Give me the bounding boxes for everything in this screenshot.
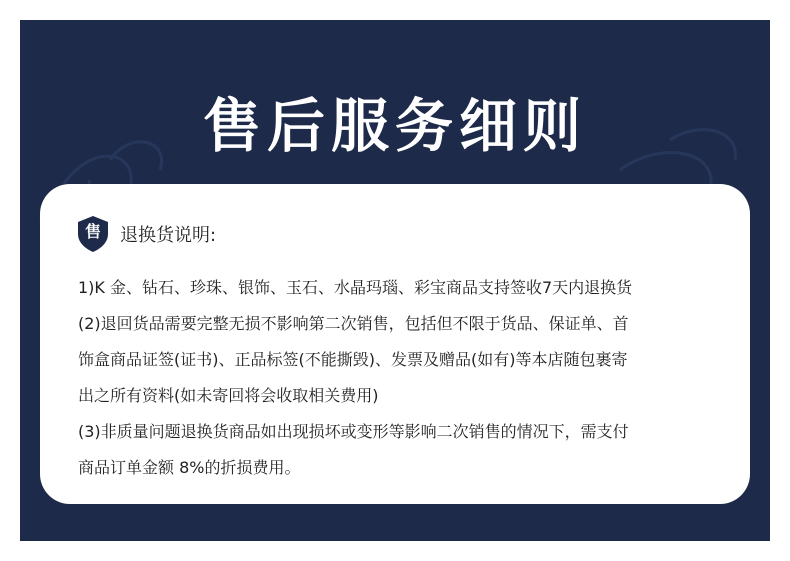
background-panel [20, 20, 770, 541]
section-heading: 退换货说明: [120, 225, 217, 246]
policy-text [78, 270, 718, 486]
policy-line: 饰盒商品证签(证书)、正品标签(不能撕毁)、发票及赠品(如有)等本店随包裹寄 [78, 350, 628, 369]
card-header [78, 214, 216, 254]
policy-line: (3)非质量问题退换货商品如出现损坏或变形等影响二次销售的情况下，需支付 [78, 422, 629, 441]
policy-line: 出之所有资料(如未寄回将会收取相关费用) [78, 386, 379, 405]
info-card [40, 184, 750, 504]
policy-line: 商品订单金额 8%的折损费用。 [78, 458, 301, 477]
policy-line: 1)K 金、钻石、珍珠、银饰、玉石、水晶玛瑙、彩宝商品支持签收7天内退换货 [78, 278, 633, 297]
badge-label: 售 [84, 222, 101, 241]
shield-icon [78, 216, 108, 252]
policy-line: (2)退回货品需要完整无损不影响第二次销售，包括但不限于货品、保证单、首 [78, 314, 629, 333]
page-title: 售后服务细则 [202, 92, 587, 160]
